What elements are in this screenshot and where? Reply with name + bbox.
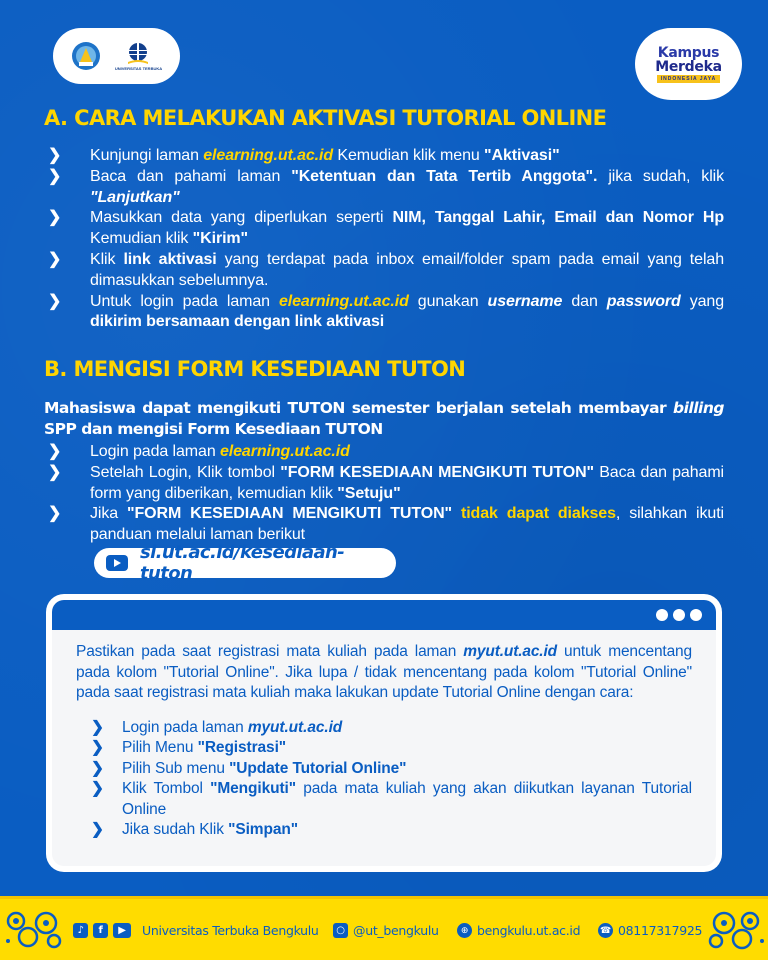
footer-website[interactable]: ⊕ bengkulu.ut.ac.id bbox=[457, 923, 580, 938]
window-dot-icon bbox=[690, 609, 702, 621]
youtube-icon[interactable]: ▶ bbox=[113, 923, 131, 938]
chevron-right-icon: ❯ bbox=[48, 167, 62, 185]
list-item: ❯ Login pada laman elearning.ut.ac.id bbox=[48, 442, 724, 463]
elearning-link[interactable]: elearning.ut.ac.id bbox=[219, 443, 350, 460]
section-a-steps bbox=[48, 146, 724, 333]
chevron-right-icon: ❯ bbox=[91, 759, 104, 777]
km-line1: Kampus bbox=[657, 44, 720, 61]
kampus-merdeka-logo bbox=[635, 28, 742, 100]
chevron-right-icon: ❯ bbox=[48, 147, 62, 164]
card-paragraph: Pastikan pada saat registrasi mata kuliah pada laman myut.ut.ac.id untuk mencentang pada kolom "Tutorial Online". Jika lupa / tidak mencentang pada kolom "Tutorial Online" pada saat registrasi mata kuliah maka lakukan update Tutorial Online dengan cara: bbox=[76, 643, 693, 701]
section-b-intro: Mahasiswa dapat mengikuti TUTON semester berjalan setelah membayar billing SPP dan mengisi Form Kesediaan TUTON bbox=[44, 399, 724, 438]
elearning-link[interactable]: elearning.ut.ac.id bbox=[203, 147, 334, 164]
card-body bbox=[52, 630, 716, 866]
kesediaan-tuton-link[interactable] bbox=[94, 542, 396, 584]
batik-ornament-icon bbox=[2, 907, 66, 951]
chevron-right-icon: ❯ bbox=[48, 505, 62, 523]
list-item: ❯ Login pada laman myut.ut.ac.id bbox=[91, 718, 692, 739]
chevron-right-icon: ❯ bbox=[48, 443, 62, 460]
list-item: ❯ Setelah Login, Klik tombol "FORM KESEDIAAN MENGIKUTI TUTON" Baca dan pahami form yang diberikan, kemudian klik "Setuju" bbox=[48, 463, 724, 502]
chevron-right-icon: ❯ bbox=[91, 780, 104, 797]
list-item: ❯ Masukkan data yang diperlukan seperti NIM, Tanggal Lahir, Email dan Nomor Hp Kemudian klik "Kirim" bbox=[48, 209, 724, 248]
ut-logo bbox=[115, 42, 162, 71]
chevron-right-icon: ❯ bbox=[48, 292, 62, 310]
list-item: ❯ Klik Tombol "Mengikuti" pada mata kuliah yang akan diikutkan layanan Tutorial Online bbox=[91, 780, 693, 818]
list-item: ❯ Pilih Menu "Registrasi" bbox=[91, 738, 692, 759]
list-item: ❯ Kunjungi laman elearning.ut.ac.id Kemudian klik menu "Aktivasi" bbox=[48, 146, 724, 167]
chevron-right-icon: ❯ bbox=[48, 463, 62, 481]
list-item: ❯ Jika "FORM KESEDIAAN MENGIKUTI TUTON" tidak dapat diakses, silahkan ikuti panduan melalui laman berikut bbox=[48, 505, 724, 544]
section-a-title: A. CARA MELAKUKAN AKTIVASI TUTORIAL ONLINE bbox=[44, 106, 607, 130]
footer-whatsapp[interactable]: ☎ 08117317925 bbox=[598, 923, 702, 938]
km-line2: Merdeka bbox=[655, 58, 722, 75]
window-dot-icon bbox=[656, 609, 668, 621]
footer-social-name: ♪ f ▶ Universitas Terbuka Bengkulu bbox=[73, 923, 319, 938]
card-titlebar bbox=[52, 600, 716, 630]
list-item: ❯ Pilih Sub menu "Update Tutorial Online" bbox=[91, 759, 692, 780]
facebook-icon[interactable]: f bbox=[93, 923, 108, 938]
list-item: ❯ Jika sudah Klik "Simpan" bbox=[91, 820, 692, 841]
list-item: ❯ Baca dan pahami laman "Ketentuan dan Tata Tertib Anggota". jika sudah, klik "Lanjutkan" bbox=[48, 167, 724, 206]
section-b-title: B. MENGISI FORM KESEDIAAN TUTON bbox=[44, 357, 466, 381]
km-band: INDONESIA JAYA bbox=[657, 75, 720, 83]
youtube-play-icon bbox=[106, 555, 128, 571]
elearning-link[interactable]: elearning.ut.ac.id bbox=[278, 292, 409, 310]
section-b-steps bbox=[48, 442, 724, 546]
chevron-right-icon: ❯ bbox=[91, 739, 104, 756]
ut-caption: UNIVERSITAS TERBUKA bbox=[114, 65, 163, 71]
kemdikbud-logo-icon bbox=[71, 40, 101, 72]
chevron-right-icon: ❯ bbox=[48, 209, 62, 227]
batik-ornament-icon bbox=[704, 907, 768, 951]
myut-link[interactable]: myut.ut.ac.id bbox=[247, 718, 343, 736]
list-item: ❯ Klik link aktivasi yang terdapat pada inbox email/folder spam pada email yang telah dimasukkan sebelumnya. bbox=[48, 250, 724, 289]
list-item: ❯ Untuk login pada laman elearning.ut.ac.id gunakan username dan password yang dikirim bersamaan dengan link aktivasi bbox=[48, 292, 724, 331]
ut-globe-icon bbox=[125, 42, 151, 66]
card-steps bbox=[76, 718, 692, 841]
link-pill-text[interactable]: sl.ut.ac.id/kesediaan-tuton bbox=[139, 542, 345, 584]
info-card bbox=[46, 594, 722, 872]
chevron-right-icon: ❯ bbox=[91, 821, 104, 838]
globe-icon: ⊕ bbox=[457, 923, 472, 938]
footer bbox=[0, 896, 768, 960]
chevron-right-icon: ❯ bbox=[91, 718, 104, 736]
footer-instagram[interactable]: ○ @ut_bengkulu bbox=[333, 923, 439, 938]
whatsapp-icon: ☎ bbox=[598, 923, 613, 938]
myut-link[interactable]: myut.ut.ac.id bbox=[463, 643, 557, 660]
window-dot-icon bbox=[673, 609, 685, 621]
tiktok-icon[interactable]: ♪ bbox=[73, 923, 88, 938]
instagram-icon: ○ bbox=[333, 923, 348, 938]
partner-logos bbox=[53, 28, 180, 84]
chevron-right-icon: ❯ bbox=[48, 250, 62, 268]
